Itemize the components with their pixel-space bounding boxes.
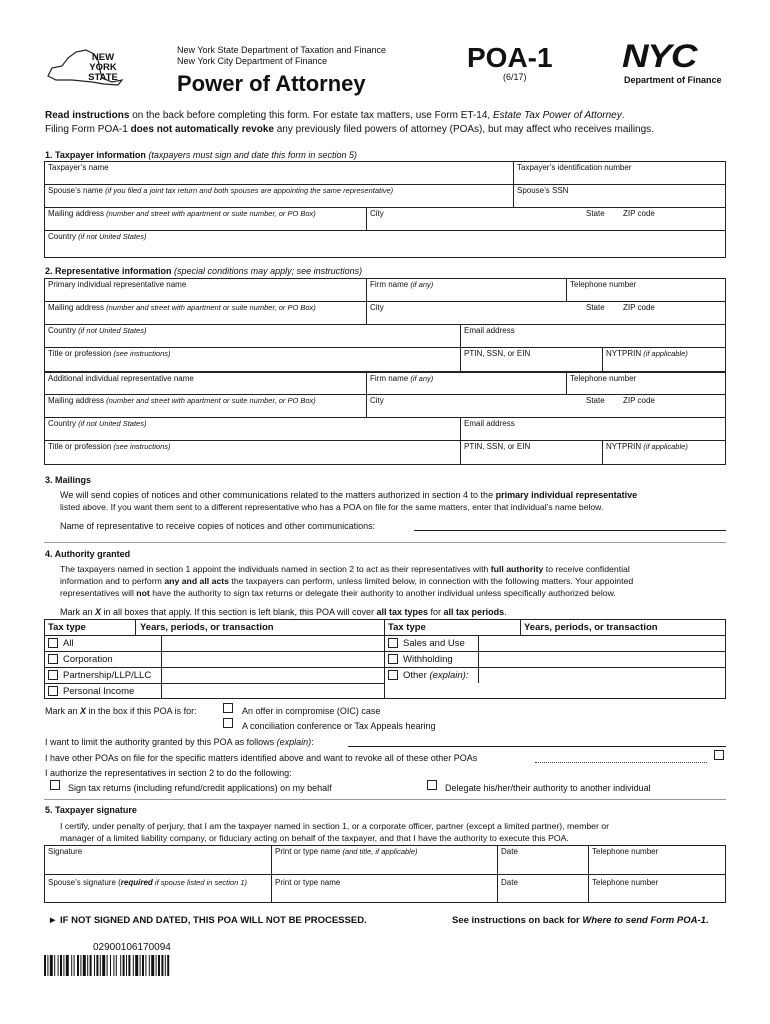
state-logo-text: NEW YORK STATE: [88, 52, 118, 83]
spouse-ssn-field[interactable]: Spouse’s SSN: [517, 186, 569, 195]
tax-type-header-left: Tax type: [48, 622, 86, 633]
authority-text-1: The taxpayers named in section 1 appoint the individuals named in section 2 to act as their representatives with full authority to receive confidential: [60, 564, 630, 574]
label-other: Other (explain):: [403, 670, 469, 681]
primary-country-field[interactable]: Country (if not United States): [48, 326, 147, 335]
primary-firm-field[interactable]: Firm name (if any): [370, 280, 434, 289]
additional-firm-field[interactable]: Firm name (if any): [370, 374, 434, 383]
label-sales-use: Sales and Use: [403, 638, 465, 649]
agency-line-1: New York State Department of Taxation and Finance: [177, 45, 386, 55]
primary-mailing-field[interactable]: Mailing address (number and street with apartment or suite number, or PO Box): [48, 303, 316, 312]
certify-text-1: I certify, under penalty of perjury, that I am the taxpayer named in section 1, or a corporate officer, partner (except a limited partner), member or: [60, 821, 610, 831]
label-conciliation: A conciliation conference or Tax Appeals hearing: [242, 721, 436, 731]
s1-state-field[interactable]: State: [586, 209, 605, 218]
authority-text-2: information and to perform any and all acts the taxpayers can perform, unless limited below, in connection with the following matters. Your appointed: [60, 576, 634, 586]
tax-type-header-right: Tax type: [388, 622, 426, 633]
additional-state-field[interactable]: State: [586, 396, 605, 405]
label-delegate: Delegate his/her/their authority to another individual: [445, 783, 651, 793]
label-partnership: Partnership/LLP/LLC: [63, 670, 152, 681]
s1-zip-field[interactable]: ZIP code: [623, 209, 655, 218]
additional-mailing-field[interactable]: Mailing address (number and street with apartment or suite number, or PO Box): [48, 396, 316, 405]
checkbox-other[interactable]: [388, 670, 398, 680]
additional-nytprin-field[interactable]: NYTPRIN (if applicable): [606, 442, 688, 451]
mailings-name-line[interactable]: [414, 530, 726, 531]
additional-ptin-field[interactable]: PTIN, SSN, or EIN: [464, 442, 531, 451]
see-instructions: See instructions on back for Where to send Form POA-1.: [452, 915, 709, 926]
spouse-phone-field[interactable]: Telephone number: [592, 878, 659, 887]
nyc-department: Department of Finance: [624, 75, 722, 85]
certify-text-2: manager of a limited liability company, or fiduciary acting on behalf of the taxpayer, and that I have the authority to execute this POA.: [60, 833, 569, 843]
intro-line-2: Filing Form POA-1 does not automatically revoke any previously filed powers of attorney (POAs), but may affect who receives mailings.: [45, 124, 654, 135]
label-corporation: Corporation: [63, 654, 113, 665]
primary-zip-field[interactable]: ZIP code: [623, 303, 655, 312]
barcode-number: 02900106170094: [93, 942, 171, 953]
date-field[interactable]: Date: [501, 847, 518, 856]
mailings-name-label: Name of representative to receive copies of notices and other communications:: [60, 521, 376, 531]
barcode-icon: [44, 955, 228, 976]
additional-phone-field[interactable]: Telephone number: [570, 374, 637, 383]
sig-phone-field[interactable]: Telephone number: [592, 847, 659, 856]
checkbox-sign-returns[interactable]: [50, 780, 60, 790]
additional-rep-name-field[interactable]: Additional individual representative name: [48, 374, 194, 383]
intro-line-1: Read instructions on the back before completing this form. For estate tax matters, use Form ET-14, Estate Tax Power of Attorney.: [45, 110, 625, 121]
section-1-title: 1. Taxpayer information (taxpayers must sign and date this form in section 5): [45, 150, 357, 160]
label-sign-returns: Sign tax returns (including refund/credit applications) on my behalf: [68, 783, 332, 793]
additional-city-field[interactable]: City: [370, 396, 384, 405]
signature-field[interactable]: Signature: [48, 847, 83, 856]
authorize-label: I authorize the representatives in section 2 to do the following:: [45, 768, 292, 778]
mailings-text-2: listed above. If you want them sent to a different representative who has a POA on file for the same matters, enter that individual’s name below.: [60, 502, 604, 512]
checkbox-delegate[interactable]: [427, 780, 437, 790]
additional-email-field[interactable]: Email address: [464, 419, 515, 428]
revoke-label: I have other POAs on file for the specific matters identified above and want to revoke all of these other POAs: [45, 753, 478, 763]
s1-mailing-address-field[interactable]: Mailing address (number and street with apartment or suite number, or PO Box): [48, 209, 316, 218]
s1-country-field[interactable]: Country (if not United States): [48, 232, 147, 241]
mark-all-text: Mark an X in all boxes that apply. If this section is left blank, this POA will cover all tax types for all tax periods.: [60, 607, 507, 617]
primary-phone-field[interactable]: Telephone number: [570, 280, 637, 289]
checkbox-oic[interactable]: [223, 703, 233, 713]
poa-for-label: Mark an X in the box if this POA is for:: [45, 706, 197, 716]
primary-nytprin-field[interactable]: NYTPRIN (if applicable): [606, 349, 688, 358]
spouse-print-name-field[interactable]: Print or type name: [275, 878, 341, 887]
spouse-date-field[interactable]: Date: [501, 878, 518, 887]
mailings-text-1: We will send copies of notices and other communications related to the matters authorized in section 4 to the primary individual representative: [60, 490, 638, 500]
limit-authority-line[interactable]: [348, 746, 726, 747]
primary-title-field[interactable]: Title or profession (see instructions): [48, 349, 171, 358]
taxpayer-id-field[interactable]: Taxpayer’s identification number: [517, 163, 632, 172]
checkbox-revoke[interactable]: [714, 750, 724, 760]
primary-email-field[interactable]: Email address: [464, 326, 515, 335]
checkbox-partnership[interactable]: [48, 670, 58, 680]
checkbox-sales-use[interactable]: [388, 638, 398, 648]
form-revision: (6/17): [503, 72, 527, 82]
checkbox-all[interactable]: [48, 638, 58, 648]
s1-city-field[interactable]: City: [370, 209, 384, 218]
form-code: POA-1: [467, 42, 553, 73]
checkbox-conciliation[interactable]: [223, 718, 233, 728]
checkbox-personal-income[interactable]: [48, 686, 58, 696]
form-title: Power of Attorney: [177, 71, 366, 96]
label-oic: An offer in compromise (OIC) case: [242, 706, 381, 716]
primary-state-field[interactable]: State: [586, 303, 605, 312]
primary-city-field[interactable]: City: [370, 303, 384, 312]
limit-authority-label: I want to limit the authority granted by this POA as follows (explain):: [45, 737, 314, 747]
checkbox-withholding[interactable]: [388, 654, 398, 664]
years-header-right: Years, periods, or transaction: [524, 622, 658, 633]
section-3-title: 3. Mailings: [45, 475, 92, 485]
checkbox-corporation[interactable]: [48, 654, 58, 664]
section-4-title: 4. Authority granted: [45, 549, 131, 559]
primary-rep-name-field[interactable]: Primary individual representative name: [48, 280, 187, 289]
additional-zip-field[interactable]: ZIP code: [623, 396, 655, 405]
agency-line-2: New York City Department of Finance: [177, 56, 328, 66]
additional-country-field[interactable]: Country (if not United States): [48, 419, 147, 428]
label-personal-income: Personal Income: [63, 686, 135, 697]
additional-title-field[interactable]: Title or profession (see instructions): [48, 442, 171, 451]
not-signed-warning: ► IF NOT SIGNED AND DATED, THIS POA WILL NOT BE PROCESSED.: [48, 915, 367, 926]
authority-text-3: representatives will not have the authority to sign tax returns or delegate their authority to another individual unless specifically authorized below.: [60, 588, 616, 598]
label-all: All: [63, 638, 74, 649]
section-5-title: 5. Taxpayer signature: [45, 805, 137, 815]
label-withholding: Withholding: [403, 654, 453, 665]
spouse-name-field[interactable]: Spouse’s name (if you filed a joint tax return and both spouses are appointing the same representative): [48, 186, 394, 195]
section-2-title: 2. Representative information (special conditions may apply; see instructions): [45, 266, 363, 276]
spouse-signature-field[interactable]: Spouse’s signature (required if spouse listed in section 1): [48, 878, 248, 887]
print-name-field[interactable]: Print or type name (and title, if applicable): [275, 847, 418, 856]
taxpayer-name-field[interactable]: Taxpayer’s name: [48, 163, 109, 172]
years-header-left: Years, periods, or transaction: [140, 622, 274, 633]
nyc-logo: NYC: [622, 38, 697, 74]
primary-ptin-field[interactable]: PTIN, SSN, or EIN: [464, 349, 531, 358]
